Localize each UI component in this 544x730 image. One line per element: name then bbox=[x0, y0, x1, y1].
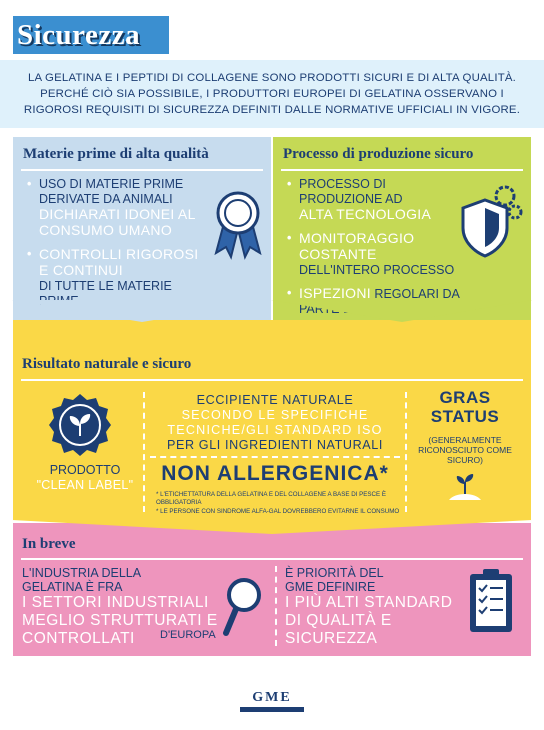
clipboard-checklist-icon bbox=[466, 566, 516, 636]
gme-logo bbox=[240, 690, 304, 712]
dashed-divider bbox=[143, 392, 145, 512]
dashed-divider bbox=[150, 456, 400, 458]
panel-materie-prime bbox=[13, 137, 271, 320]
award-ribbon-icon bbox=[210, 189, 266, 261]
divider bbox=[281, 169, 523, 171]
bullet-text: DELL'INTERO PROCESSO bbox=[299, 263, 455, 277]
shield-gears-icon bbox=[455, 182, 525, 262]
bullet-highlight: DICHIARATI IDONEI AL CONSUMO UMANO bbox=[39, 206, 196, 238]
bullet-highlight: ALTA TECNOLOGIA bbox=[299, 206, 432, 222]
non-allergenica-label: NON ALLERGENICA* bbox=[161, 462, 389, 485]
bullet-text: DI TUTTE LE MATERIE PRIME bbox=[39, 279, 172, 308]
page-title: Sicurezza bbox=[13, 16, 169, 54]
breve-right-text bbox=[285, 566, 465, 648]
bullet-highlight: CONTROLLI RIGOROSI E CONTINUI bbox=[39, 246, 199, 278]
bullet-text: PROCESSO DI PRODUZIONE AD bbox=[299, 177, 403, 206]
breve-right-small: È PRIORITÀ DEL GME DEFINIRE bbox=[285, 566, 384, 594]
panel-in-breve-title: In breve bbox=[22, 536, 76, 552]
chevron-decoration bbox=[272, 300, 532, 322]
divider bbox=[21, 379, 523, 381]
bullet-text: USO DI MATERIE PRIME DERIVATE DA ANIMALI bbox=[39, 177, 184, 206]
panel-processo-title: Processo di produzione sicuro bbox=[283, 146, 474, 162]
chevron-decoration bbox=[12, 520, 532, 534]
panel-risultato-title: Risultato naturale e sicuro bbox=[22, 356, 192, 372]
processo-bullet-1 bbox=[287, 177, 467, 223]
gras-status-subtitle: (GENERALMENTE RICONOSCIUTO COME SICURO) bbox=[418, 435, 512, 465]
sprout-icon bbox=[445, 468, 485, 502]
footnote-2: * LE PERSONE CON SINDROME ALFA-GAL DOVREBBERO EVITARNE IL CONSUMO bbox=[156, 508, 400, 515]
logo-text: GME bbox=[252, 690, 292, 705]
panel-materie-title: Materie prime di alta qualità bbox=[23, 146, 209, 162]
eccipiente-label: ECCIPIENTE NATURALE bbox=[196, 393, 354, 407]
breve-left-small: L'INDUSTRIA DELLA GELATINA È FRA bbox=[22, 566, 141, 594]
bullet-highlight: ISPEZIONI bbox=[299, 285, 371, 301]
divider bbox=[21, 558, 523, 560]
header bbox=[0, 0, 544, 132]
dashed-divider bbox=[275, 566, 277, 646]
intro-text: LA GELATINA E I PEPTIDI DI COLLAGENE SONO PRODOTTI SICURI E DI ALTA QUALITÀ. PERCHÉ CIÒ SIA POSSIBILE, I PRODUTTORI EUROPEI DI GELATINA OSSERVANO I RIGOROSI REQUISITI DI SICUREZZA DEFINITI DALLE NORMATIVE UFFICIALI IN VIGORE. bbox=[0, 60, 544, 128]
gras-status-title: GRAS STATUS bbox=[430, 388, 500, 426]
magnifying-glass-icon bbox=[222, 575, 266, 637]
eccipiente-block bbox=[150, 393, 400, 453]
logo-bar bbox=[240, 707, 304, 712]
panel-processo bbox=[273, 137, 531, 320]
clean-label-text bbox=[30, 463, 140, 493]
breve-left-tail: D'EUROPA bbox=[160, 629, 216, 641]
ingredienti-label: PER GLI INGREDIENTI NATURALI bbox=[167, 438, 383, 452]
iso-highlight: SECONDO LE SPECIFICHE TECNICHE/GLI STANDARD ISO bbox=[167, 408, 383, 437]
materie-bullet-1 bbox=[27, 177, 202, 239]
bullet-text: REGOLARI DA PARTE DELLE AUTORITÀ bbox=[299, 287, 460, 316]
footnote-1: * L'ETICHETTATURA DELLA GELATINA E DEL COLLAGENE A BASE DI PESCE È OBBLIGATORIA bbox=[156, 491, 386, 506]
materie-bullets bbox=[27, 177, 202, 317]
breve-right-highlight: I PIÙ ALTI STANDARD DI QUALITÀ E SICUREZZA bbox=[285, 594, 453, 647]
dashed-divider bbox=[405, 392, 407, 512]
clean-label-badge-icon bbox=[47, 392, 113, 458]
divider bbox=[21, 169, 263, 171]
processo-bullet-2 bbox=[287, 231, 467, 278]
prodotto-label: PRODOTTO bbox=[49, 463, 121, 477]
chevron-decoration bbox=[12, 300, 272, 322]
bullet-highlight: MONITORAGGIO COSTANTE bbox=[299, 230, 415, 262]
clean-label-highlight: "CLEAN LABEL" bbox=[36, 478, 134, 492]
breve-left-highlight: I SETTORI INDUSTRIALI MEGLIO STRUTTURATI E CONTROLLATI bbox=[22, 594, 218, 647]
